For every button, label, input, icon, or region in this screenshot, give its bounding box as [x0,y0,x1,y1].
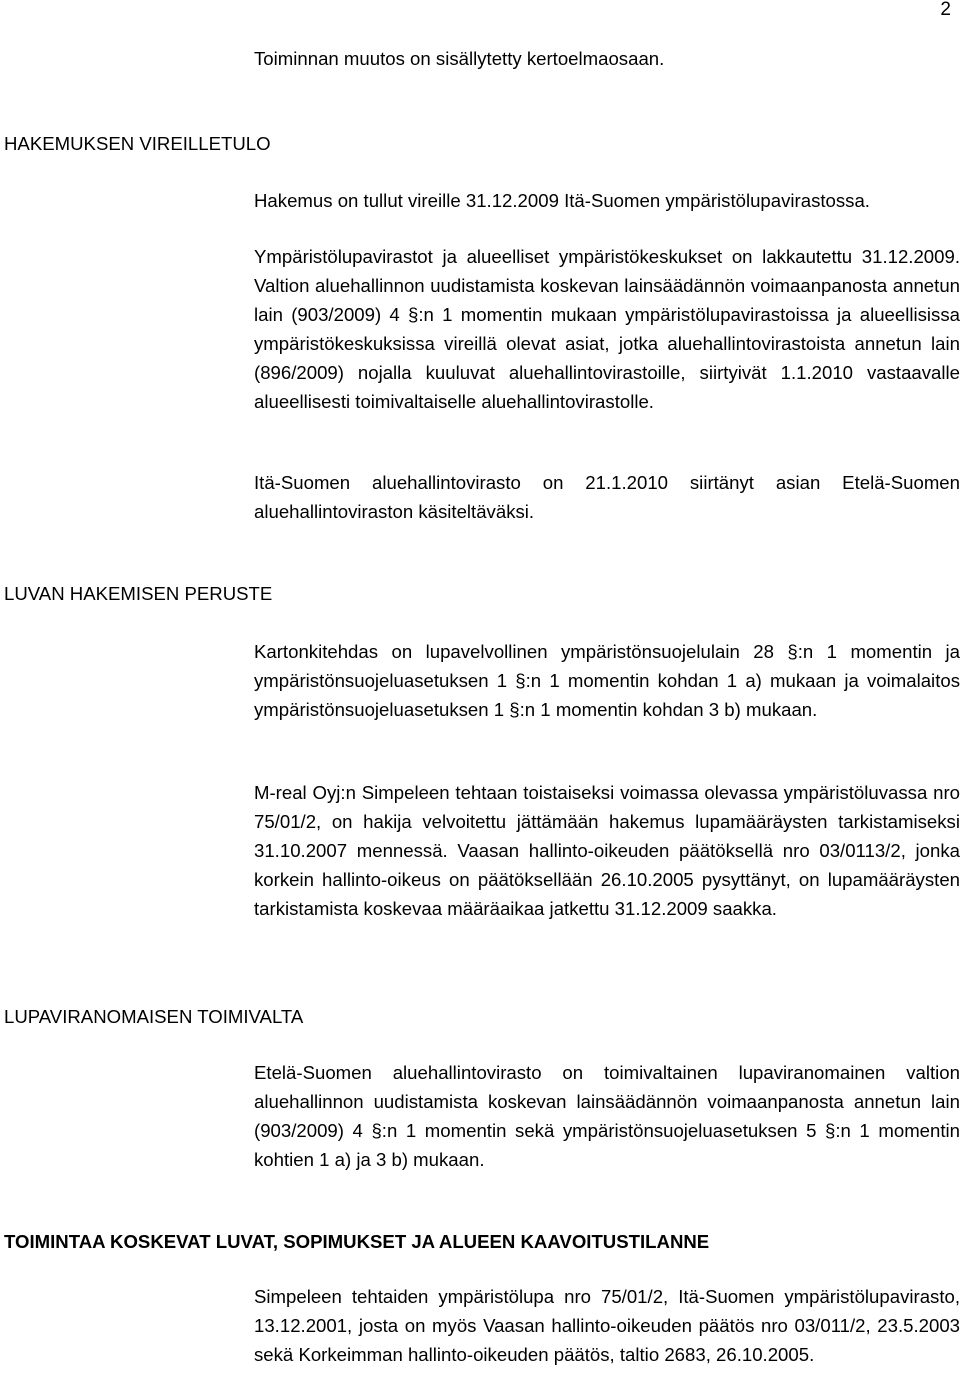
heading-vireilletulo: HAKEMUKSEN VIREILLETULO [4,133,271,154]
mreal-paragraph: M-real Oyj:n Simpeleen tehtaan toistaiseksi voimassa olevassa ympäristöluvassa nro 75/01/2, on hakija velvoitettu jättämään hakemus lupamääräysten tarkistamiseksi 31.10.2007 mennessä. Vaasan hallinto-oikeuden päätöksellä nro 03/0113/2, jonka korkein hallinto-oikeus on päätöksellään 26.10.2005 pysyttänyt, on lupamääräysten tarkistamista koskevaa määräaikaa jatkettu 31.12.2009 saakka. [254,782,960,919]
vireille-paragraph: Hakemus on tullut vireille 31.12.2009 Itä-Suomen ympäristölupavirastossa. [254,190,870,211]
intro-paragraph: Toiminnan muutos on sisällytetty kertoelmaosaan. [254,48,665,69]
peruste-paragraph: Kartonkitehdas on lupavelvollinen ympäristönsuojelulain 28 §:n 1 momentin ja ympäristönsuojeluasetuksen 1 §:n 1 momentin kohdan 1 a) mukaan ja voimalaitos ympäristönsuojeluasetuksen 1 §:n 1 momentin kohdan 3 b) mukaan. [254,641,960,720]
heading-toimivalta: LUPAVIRANOMAISEN TOIMIVALTA [4,1006,304,1027]
heading-peruste: LUVAN HAKEMISEN PERUSTE [4,583,273,604]
heading-luvat: TOIMINTAA KOSKEVAT LUVAT, SOPIMUKSET JA ALUEEN KAAVOITUSTILANNE [4,1231,710,1252]
lakkautettu-paragraph: Ympäristölupavirastot ja alueelliset ympäristökeskukset on lakkautettu 31.12.2009. Valtion aluehallinnon uudistamista koskevan lainsäädännön voimaanpanosta annetun lain (903/2009) 4 §:n 1 momentin mukaan ympäristölupavirastoissa ja alueellisissa ympäristökeskuksissa vireillä olevat asiat, jotka aluehallintovirastoista annetun lain (896/2009) nojalla kuuluvat aluehallintovirastoille, siirtyivät 1.1.2010 vastaavalle alueellisesti toimivaltaiselle aluehallintovirastolle. [254,246,960,412]
page-number: 2 [940,0,951,20]
luvat-paragraph: Simpeleen tehtaiden ympäristölupa nro 75/01/2, Itä-Suomen ympäristölupavirasto, 13.12.2001, josta on myös Vaasan hallinto-oikeuden päätös nro 03/011/2, 23.5.2003 sekä Korkeimman hallinto-oikeuden päätös, taltio 2683, 26.10.2005. [254,1286,960,1365]
siirtanyt-paragraph: Itä-Suomen aluehallintovirasto on 21.1.2010 siirtänyt asian Etelä-Suomen aluehallintoviraston käsiteltäväksi. [254,472,960,522]
toimivalta-paragraph: Etelä-Suomen aluehallintovirasto on toimivaltainen lupaviranomainen valtion aluehallinnon uudistamista koskevan lainsäädännön voimaanpanosta annetun lain (903/2009) 4 §:n 1 momentin sekä ympäristönsuojeluasetuksen 5 §:n 1 momentin kohtien 1 a) ja 3 b) mukaan. [254,1062,960,1170]
